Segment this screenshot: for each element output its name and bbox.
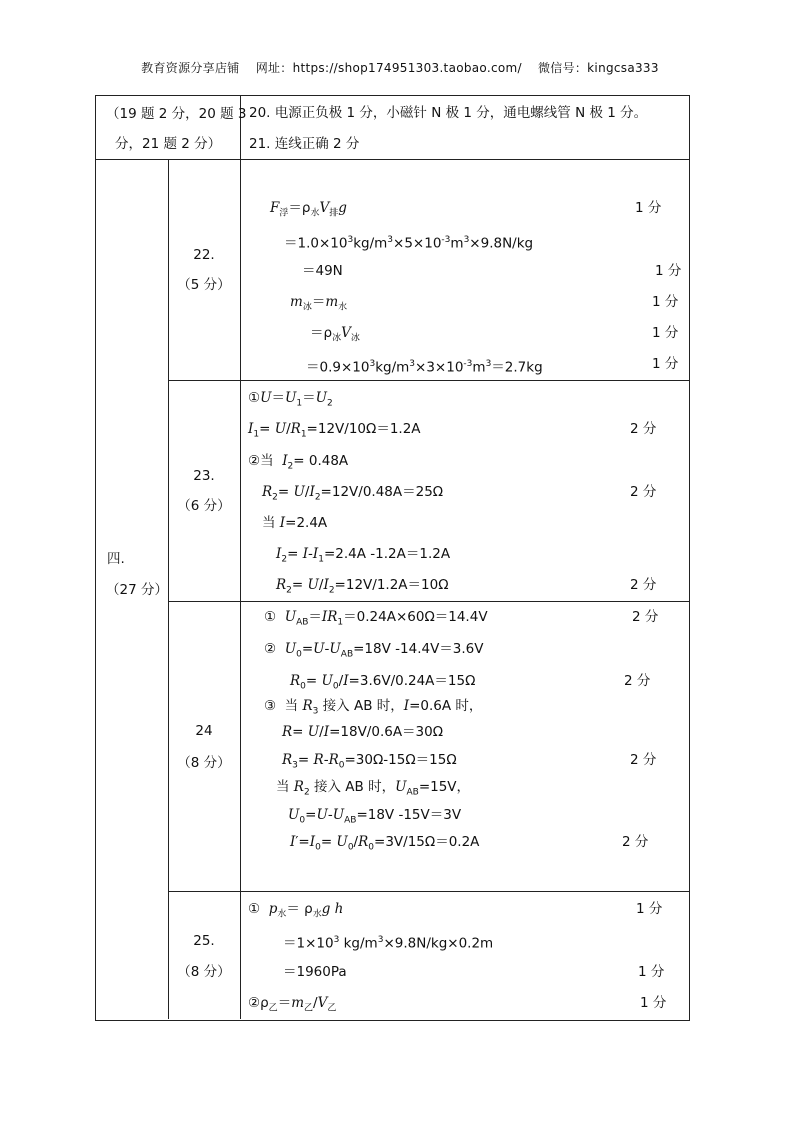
q23-line: $①U=U_1=U_2$ xyxy=(248,390,333,409)
q25-number: 25. xyxy=(193,933,215,949)
top-row-score-line2: 分，21 题 2 分） xyxy=(115,136,222,152)
q24-line: $U_0=U-U_{AB}=18V$ -15V＝3V xyxy=(288,807,462,826)
q23-line: ②当 $I_2= 0.48A$ xyxy=(248,453,349,472)
q24-line-score: 2 分 xyxy=(630,752,657,768)
q23-line: 当 I=2.4A xyxy=(262,515,328,531)
q25-line-score: 1 分 xyxy=(640,995,667,1011)
section-score: （27 分） xyxy=(106,582,168,598)
q22-line: ＝49N xyxy=(302,263,343,279)
top-row-score-line1: （19 题 2 分，20 题 3 xyxy=(106,106,247,122)
q25-line: ① $p_水= \rho_水g$ h xyxy=(248,901,344,920)
q22-line: $=1.0\times 10^3kg/m^3\times 5\times 10^{-3}m^3\times 9.8N/kg$ xyxy=(284,235,534,252)
q23-line-score: 2 分 xyxy=(630,577,657,593)
q23-line: $R_2= U/I_2=12V/0.48A=25\Omega$ xyxy=(262,484,444,503)
answer-21: 21. 连线正确 2 分 xyxy=(249,136,360,152)
answer-20: 20. 电源正负极 1 分，小磁针 N 极 1 分，通电螺线管 N 极 1 分。 xyxy=(249,105,648,121)
q23-line: $I_1= U/R_1=12V/10\Omega=1.2A$ xyxy=(248,421,421,440)
row-divider xyxy=(168,601,689,602)
q23-line: $R_2= U/I_2=12V/1.2A=10\Omega$ xyxy=(276,577,449,596)
q22-line: $F_浮=\rho_水V_排g$ xyxy=(270,200,347,219)
page-header xyxy=(0,59,800,76)
q22-line-score: 1 分 xyxy=(635,200,662,216)
q25-score: （8 分） xyxy=(177,964,231,980)
q25-line-score: 1 分 xyxy=(638,964,665,980)
q23-number: 23. xyxy=(193,468,215,484)
q24-line: 当 $R_2$ 接入 AB 时，$U_{AB}=15V$， xyxy=(276,779,471,798)
q24-number: 24 xyxy=(195,723,213,739)
q25-line: $=1\times 10^3$ $kg/m^3\times 9.8N/kg\times 0.2m$ xyxy=(283,935,494,952)
q24-line-score: 2 分 xyxy=(632,609,659,625)
section-label: 四. xyxy=(107,551,125,567)
q24-line: ② $U_0=U-U_{AB}=18V$ -14.4V＝3.6V xyxy=(264,641,484,660)
q22-line-score: 1 分 xyxy=(655,263,682,279)
q22-line: $=0.9\times 10^3kg/m^3\times 3\times 10^{-3}m^3=2.7kg$ xyxy=(306,359,543,376)
q24-line-score: 2 分 xyxy=(624,673,651,689)
q22-number: 22. xyxy=(193,247,215,263)
q22-line: $=\rho_冰V_冰$ xyxy=(310,325,360,344)
row-divider xyxy=(95,159,689,160)
q23-line-score: 2 分 xyxy=(630,421,657,437)
row-divider xyxy=(168,891,689,892)
q24-line-score: 2 分 xyxy=(622,834,649,850)
shop-url: 网址：https://shop174951303.taobao.com/ xyxy=(255,61,522,75)
shop-name: 教育资源分享店铺 xyxy=(141,61,240,75)
q23-score: （6 分） xyxy=(177,498,231,514)
q23-line: $I_2= I-I_1=2.4A$ -1.2A＝1.2A xyxy=(276,546,451,565)
q24-line: $R_0= U_0/I=3.6V/0.24A=15\Omega$ xyxy=(290,673,476,692)
q24-line: $R_3= R-R_0=30\Omega-15\Omega=15\Omega$ xyxy=(282,752,457,771)
q25-line: ＝1960Pa xyxy=(283,964,347,980)
q22-line-score: 1 分 xyxy=(652,325,679,341)
q22-line-score: 1 分 xyxy=(652,356,679,372)
q22-line-score: 1 分 xyxy=(652,294,679,310)
q24-line: ① $U_{AB}=IR_1=0.24A\times 60\Omega=14.4V$ xyxy=(264,609,488,628)
q25-line: $②\rho_乙=m_乙/V_乙$ xyxy=(248,995,337,1014)
q24-line: $I'=I_0= U_0/R_0=3V/15\Omega=0.2A$ xyxy=(290,834,480,853)
q25-line-score: 1 分 xyxy=(636,901,663,917)
q24-line: ③ 当 $R_3$ 接入 AB 时，I=0.6A 时， xyxy=(264,698,483,717)
q24-score: （8 分） xyxy=(177,755,231,771)
q23-line-score: 2 分 xyxy=(630,484,657,500)
q22-line: $m_冰=m_水$ xyxy=(290,294,348,313)
wechat-id: 微信号：kingcsa333 xyxy=(537,61,659,75)
q22-score: （5 分） xyxy=(177,277,231,293)
row-divider xyxy=(168,380,689,381)
q24-line: R= U/I=18V/0.6A＝30Ω xyxy=(282,724,444,740)
col-divider xyxy=(240,95,241,1019)
